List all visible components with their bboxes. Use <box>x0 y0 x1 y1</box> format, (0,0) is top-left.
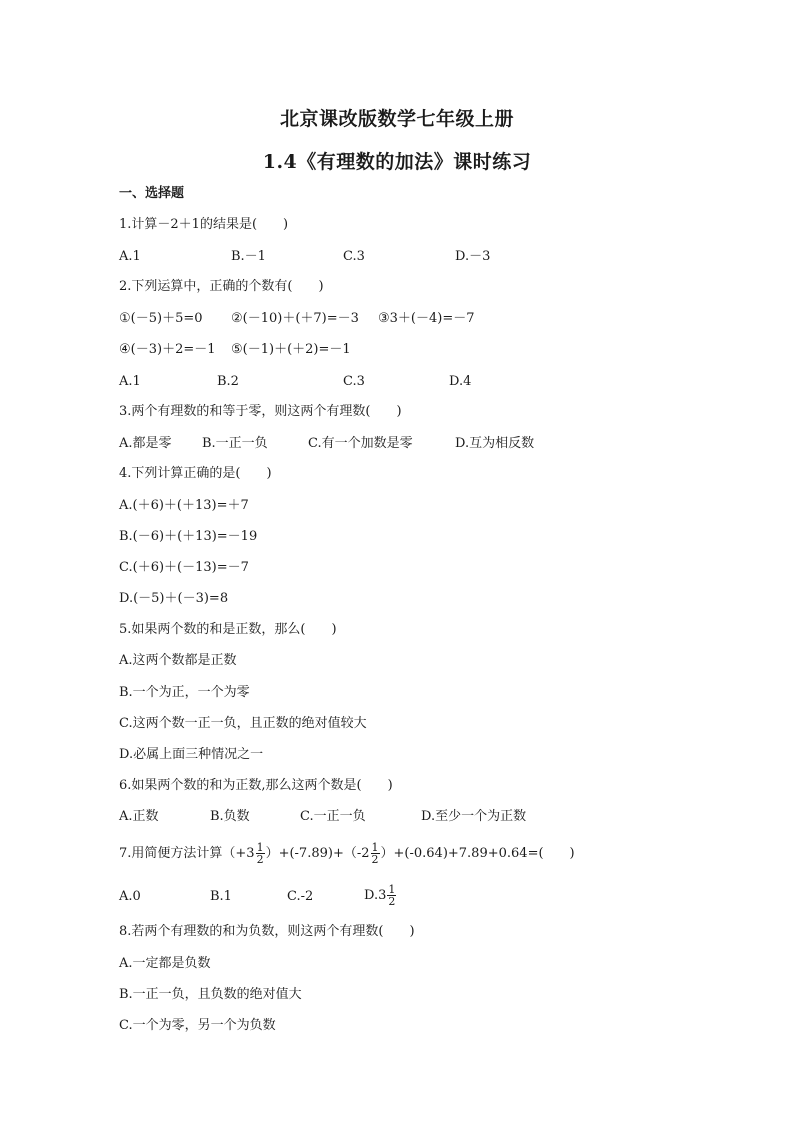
q8-option-c: C.一个为零，另一个为负数 <box>119 1018 276 1033</box>
page-title: 北京课改版数学七年级上册 <box>279 108 514 130</box>
q6-option-a: A.正数 <box>119 809 159 824</box>
q3-option-d: D.互为相反数 <box>455 436 535 451</box>
q7-stem-part1: 7.用简便方法计算（+3 <box>119 846 255 861</box>
q8-option-a: A.一定都是负数 <box>119 956 211 971</box>
q2-stem: 2.下列运算中，正确的个数有( ) <box>119 279 324 294</box>
q2-item-5: ⑤(－1)＋(＋2)=－1 <box>231 342 351 357</box>
q3-stem: 3.两个有理数的和等于零，则这两个有理数( ) <box>119 404 402 419</box>
q1-option-d: D.－3 <box>455 249 491 264</box>
q7-fraction-2-denominator: 2 <box>371 853 379 866</box>
q7-stem-part2: ）+(-7.89)+（-2 <box>265 846 370 861</box>
q6-option-b: B.负数 <box>210 809 250 824</box>
q1-option-a: A.1 <box>119 249 141 264</box>
q2-item-2: ②(－10)＋(＋7)=－3 <box>231 311 359 326</box>
q2-item-4: ④(－3)＋2=－1 <box>119 342 216 357</box>
q7-fraction-1-denominator: 2 <box>256 853 264 866</box>
q8-option-b: B.一正一负，且负数的绝对值大 <box>119 987 302 1002</box>
q3-option-a: A.都是零 <box>119 436 172 451</box>
q7-option-d-text: D.3 <box>364 888 387 903</box>
q2-option-b: B.2 <box>217 374 239 389</box>
q2-option-c: C.3 <box>343 374 365 389</box>
q6-option-c: C.一正一负 <box>300 809 366 824</box>
q2-option-a: A.1 <box>119 374 141 389</box>
q7-option-d-fraction <box>387 884 396 907</box>
q1-option-c: C.3 <box>343 249 365 264</box>
q4-option-d: D.(－5)＋(－3)=8 <box>119 591 229 606</box>
q7-stem-part3: ）+(-0.64)+7.89+0.64=( ) <box>380 846 575 861</box>
q6-stem: 6.如果两个数的和为正数,那么这两个数是( ) <box>119 778 393 793</box>
q7-option-c: C.-2 <box>287 889 314 904</box>
q5-stem: 5.如果两个数的和是正数，那么( ) <box>119 622 337 637</box>
q4-stem: 4.下列计算正确的是( ) <box>119 466 272 481</box>
page-subtitle: 1.4《有理数的加法》课时练习 <box>262 151 532 173</box>
q5-option-a: A.这两个数都是正数 <box>119 653 237 668</box>
q2-item-3: ③3＋(－4)=－7 <box>378 311 475 326</box>
q1-stem: 1.计算－2＋1的结果是( ) <box>119 217 289 232</box>
q7-fraction-2 <box>371 842 380 865</box>
q5-option-b: B.一个为正，一个为零 <box>119 685 250 700</box>
q5-option-d: D.必属上面三种情况之一 <box>119 747 264 762</box>
q4-option-a: A.(＋6)＋(＋13)=＋7 <box>119 498 249 513</box>
q8-stem: 8.若两个有理数的和为负数，则这两个有理数( ) <box>119 924 415 939</box>
q4-option-b: B.(－6)＋(＋13)=－19 <box>119 529 258 544</box>
q3-option-b: B.一正一负 <box>202 436 268 451</box>
q7-fraction-2-numerator: 1 <box>371 841 379 854</box>
q7-option-b: B.1 <box>210 889 232 904</box>
q5-option-c: C.这两个数一正一负，且正数的绝对值较大 <box>119 716 367 731</box>
q6-option-d: D.至少一个为正数 <box>421 809 527 824</box>
q7-option-d <box>364 878 397 914</box>
q7-fraction-1-numerator: 1 <box>256 841 264 854</box>
q7-fraction-1 <box>256 842 265 865</box>
q7-stem <box>119 840 575 868</box>
q4-option-c: C.(＋6)＋(－13)=－7 <box>119 560 249 575</box>
q1-option-b: B.－1 <box>231 249 266 264</box>
q7-option-a: A.0 <box>119 889 141 904</box>
q2-option-d: D.4 <box>449 374 472 389</box>
section-heading: 一、选择题 <box>119 186 185 201</box>
q2-item-1: ①(－5)＋5=0 <box>119 311 203 326</box>
q3-option-c: C.有一个加数是零 <box>308 436 413 451</box>
q7-option-d-numerator: 1 <box>388 883 396 896</box>
q7-option-d-denominator: 2 <box>388 895 396 908</box>
